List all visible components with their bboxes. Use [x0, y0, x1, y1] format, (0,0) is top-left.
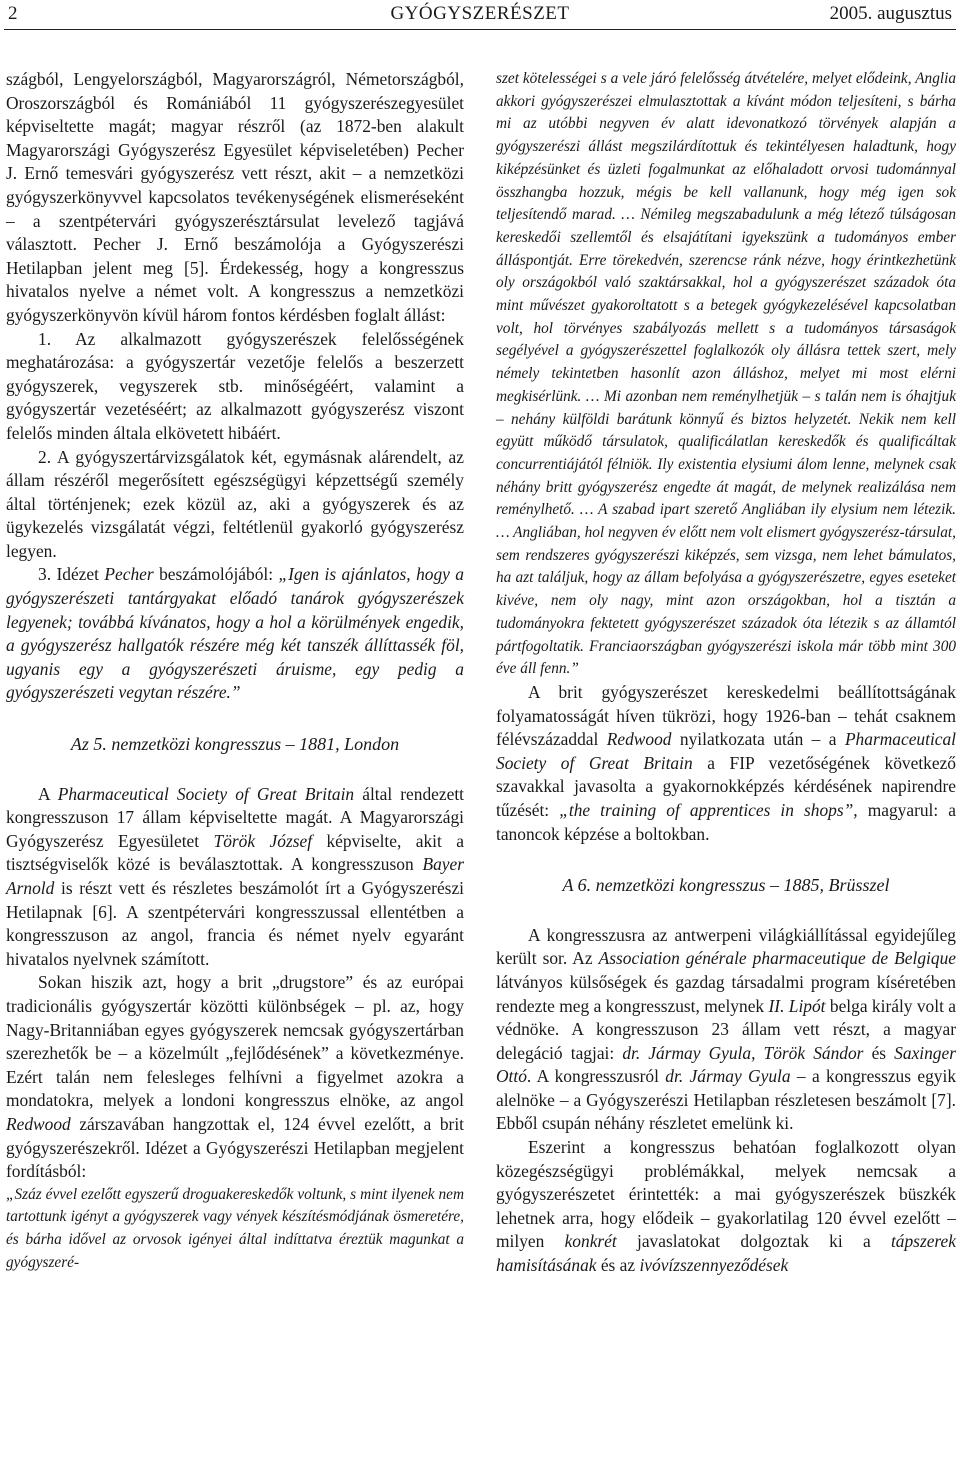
person-name: Pecher [104, 564, 154, 585]
text-run: képviselte, akit a tisztségviselők közé is beválasztottak. A kongresszuson [6, 830, 464, 875]
text-run: belga király volt a védnöke. A kongresszuson 23 állam vett részt, a magyar delegáció tagjai: [496, 995, 956, 1063]
organization-name: Pharmaceutical Society of Great Britain [57, 783, 355, 804]
person-name: dr. Jármay Gyula [665, 1066, 791, 1087]
paragraph [6, 563, 464, 705]
section-heading: A 6. nemzetközi kongresszus – 1885, Brüsszel [562, 875, 890, 896]
text-run: és az [596, 1255, 640, 1276]
block-quote-continued: szet kötelességei s a vele járó felelősség átvételére, melyet elődeink, Anglia akkori gyógyszerészei elmulasztottak a kívánt módon teljesíteni, s bárha mi az utóbbi negyven év alatt idevonatkozó törvények alapján a gyógyszerészi állást megszilárdítottuk és tekintélyesen haladtunk, hogy kiképzésünket és üzleti fogalmunkat az előhaladott orvosi tudománnyal összhangba hozzuk, mégis be kell vallanunk, hogy még igen sok teljesítendő marad. … Némileg megszabadulunk a még létező túlságosan kereskedői szellemtől és elsajátítani igyekszünk a tudományos ember álláspontját. Erre törekedvén, szerencse ránk nézve, hogy érintkezhetünk oly országokból való szaktársakkal, hol a gyógyszerészet századok óta mint művészet gyakoroltatott s a betegek gyógykezelésével kapcsolatban volt, hol törvényes szabályozás mellett s a tudományos társaságok segélyével a gyógyszerészettel foglalkozók oly állásra tettek szert, mely némely tekintetben hasonlít azon álláshoz, melyet mi most elérni megkisérlünk. … Mi azonban nem reménylhetjük – s talán nem is óhajtjuk – nehány külföldi barátunk könnyű és biztos helyzetét. Nekik nem kell együtt működő társulatok, qualificálatlan kereskedők és qualificáltak concurrentiájától félniök. Ily existentia elysiumi álom lenne, melynek csak néhány britt gyógyszerész engedte át magát, de melynek realizálása nem reménylhető. … A szabad ipart szerető Angliában ily elysium nem létezik. … Angliában, hol negyven év előtt nem volt elismert gyógyszerész-társulat, sem rendszeres gyógyszerészi kiképzés, sem vizsga, nem lehet bámulatos, ha azt találjuk, hogy az állam befolyása a gyógyszerészetre, egyes eseteket kivéve, nem oly nagy, mint azon országokban, hol a tisztán a tudományokra fektetett gyógyszerészet századok óta létezik s az államtól pártfogoltatik. Franciaországban gyógyszerészi iskola már több mint 300 éve áll fenn.” [496, 70, 956, 678]
paragraph [496, 681, 956, 846]
text-run: beszámolójából: [153, 564, 279, 585]
journal-title: GYÓGYSZERÉSZET [390, 3, 570, 24]
text-run: Sokan hiszik azt, hogy a brit „drugstore” és az európai tradicionális gyógyszertár közötti különbségek – pl. az, hogy Nagy-Britanniában egyes gyógyszerek nemcsak gyógyszertárban szerezhetők be – a közelmúlt „fejlődésének” a következménye. Ezért talán nem felesleges felhívni a figyelmet azokra a mondatokra, melyek a londoni kongresszus elnöke, az angol [6, 972, 464, 1111]
page-number: 2 [8, 3, 18, 24]
paragraph [6, 971, 464, 1183]
person-name: Saxinger Ottó [496, 1042, 956, 1087]
paragraph [496, 1136, 956, 1278]
person-name: dr. Jármay Gyula, Török Sándor [622, 1042, 864, 1063]
emphasis: konkrét [564, 1231, 617, 1252]
text-run: javaslatokat dolgoztak ki a [616, 1231, 891, 1252]
emphasis: ivóvízszennyeződések [639, 1255, 789, 1276]
text-run: nyilatkozata után – a [671, 729, 845, 750]
organization-name: Pharmaceutical Society of Great Britain [496, 729, 957, 773]
text-run: – a kongresszus egyik alelnöke – a Gyógyszerészi Hetilapban részletesen beszámolt [7]. Ebből csupán néhány részletet emelünk ki. [496, 1066, 957, 1134]
text-run: . A kongresszusról [526, 1066, 666, 1087]
section-heading: Az 5. nemzetközi kongresszus – 1881, London [70, 734, 400, 755]
person-name: Redwood [6, 1113, 71, 1134]
text-run: magyarul: a tanoncok képzése a boltokban. [496, 799, 957, 844]
person-name: Bayer Arnold [6, 854, 464, 898]
person-name: II. Lipót [768, 995, 826, 1016]
organization-name: Association générale pharmaceutique de Belgique [598, 948, 956, 969]
text-run: A kongresszusra az antwerpeni világkiállítással egyidejűleg került sor. Az [496, 924, 956, 969]
paragraph: 1. Az alkalmazott gyógyszerészek felelősségének meghatározása: a gyógyszertár vezetője felelős a beszerzett gyógyszerek, vegyszerek stb. minőségéért, valamint a gyógyszertár vezetéséért; az alkalmazott gyógyszerész viszont felelős minden általa elkövetett hibáért. [6, 328, 464, 443]
text-run: zárszavában hangzottak el, 124 évvel ezelőtt, a brit gyógyszerészekről. Idézet a Gyógyszerészi Hetilapban megjelent fordításból: [6, 1113, 464, 1182]
text-run: Eszerint a kongresszus behatóan foglalkozott olyan közegészségügyi problémákkal, melyek nemcsak a gyógyszerészetet érintették: a mai gyógyszerészek büszkék lehetnek arra, hogy elődeik – gyakorlatilag 120 évvel ezelőtt – milyen [496, 1137, 956, 1252]
text-run: 3. Idézet [38, 564, 105, 585]
person-name: Redwood [606, 729, 672, 750]
header-rule [4, 29, 956, 30]
text-run: által rendezett kongresszuson 17 állam képviseltette magát. A Magyarországi Gyógyszerész Egyesületet [6, 783, 464, 851]
left-column [6, 68, 464, 1275]
text-run: A [38, 783, 58, 804]
text-run: látványos külsőségek és gazdag társadalmi program kíséretében rendezte meg a kongresszust, melynek [496, 971, 956, 1016]
text-run: A brit gyógyszerészet kereskedelmi beállítottságának folyamatosságát híven tükrözi, hogy 1926-ban – tehát csaknem félévszázaddal [496, 681, 956, 750]
issue-date: 2005. augusztus [829, 3, 952, 24]
text-run: is részt vett és részletes beszámolót írt a Gyógyszerészi Hetilapnak [6]. A szentpétervári kongresszussal ellentétben a kongresszuson az angol, francia és német nyelv egyaránt hivatalos nyelvnek számított. [6, 878, 464, 969]
text-run: és [863, 1042, 895, 1063]
text-run: a FIP vezetőségének következő szavakkal javasolta a gyakornokképzés kérdésének napirendre tűzését: [496, 752, 957, 820]
paragraph [496, 924, 956, 1136]
person-name: Török József [213, 830, 313, 851]
inline-quote: „Igen is ajánlatos, hogy a gyógyszerészeti tantárgyakat előadó tanárok gyógyszerészek legyenek; továbbá kívánatos, hogy a hol a körülmények engedik, a gyógyszerész hallgatók részére még két tanszék állíttassék föl, ugyanis egy a gyógyszerészeti áruisme, egy pedig a gyógyszerészeti vegytan részére.” [6, 564, 465, 703]
paragraph: szágból, Lengyelországból, Magyarországról, Németországból, Oroszországból és Romániából 11 gyógyszerészegyesület képviseltette magát; magyar részről (az 1872-ben alakult Magyarországi Gyógyszerész Egyesület képviseletében) Pecher J. Ernő temesvári gyógyszerész vett részt, akit – a nemzetközi gyógyszerkönyvvel kapcsolatos tevékenységének elismeréseként – a szentpétervári gyógyszerésztársulat levelező tagjává választott. Pecher J. Ernő beszámolója a Gyógyszerészi Hetilapban jelent meg [5]. Érdekesség, hogy a kongresszus hivatalos nyelve a német volt. A kongresszus a nemzetközi gyógyszerkönyvön kívül három fontos kérdésben foglalt állást: [6, 69, 464, 325]
block-quote: „Száz évvel ezelőtt egyszerű droguakereskedők voltunk, s mint ilyenek nem tartottunk igényt a gyógyszerek vagy vények készítésmódjának ösmeretére, és bárha idővel az orvosok igényei által indíttatva éreztük magunkat a gyógyszeré- [6, 1185, 464, 1271]
paragraph: 2. A gyógyszertárvizsgálatok két, egymásnak alárendelt, az állam részéről megerősített egészségügyi képzettségű személy által történjenek; ezek közül az, aki a gyógyszerek és az ügykezelés vizsgálatát végzi, feltétlenül gyakorló gyógyszerész legyen. [6, 446, 464, 561]
inline-quote: „the training of apprentices in shops”, [559, 799, 858, 820]
right-column [496, 68, 956, 1278]
paragraph [6, 783, 464, 972]
page-header [0, 0, 960, 30]
emphasis: tápszerek hamisításának [496, 1231, 956, 1276]
